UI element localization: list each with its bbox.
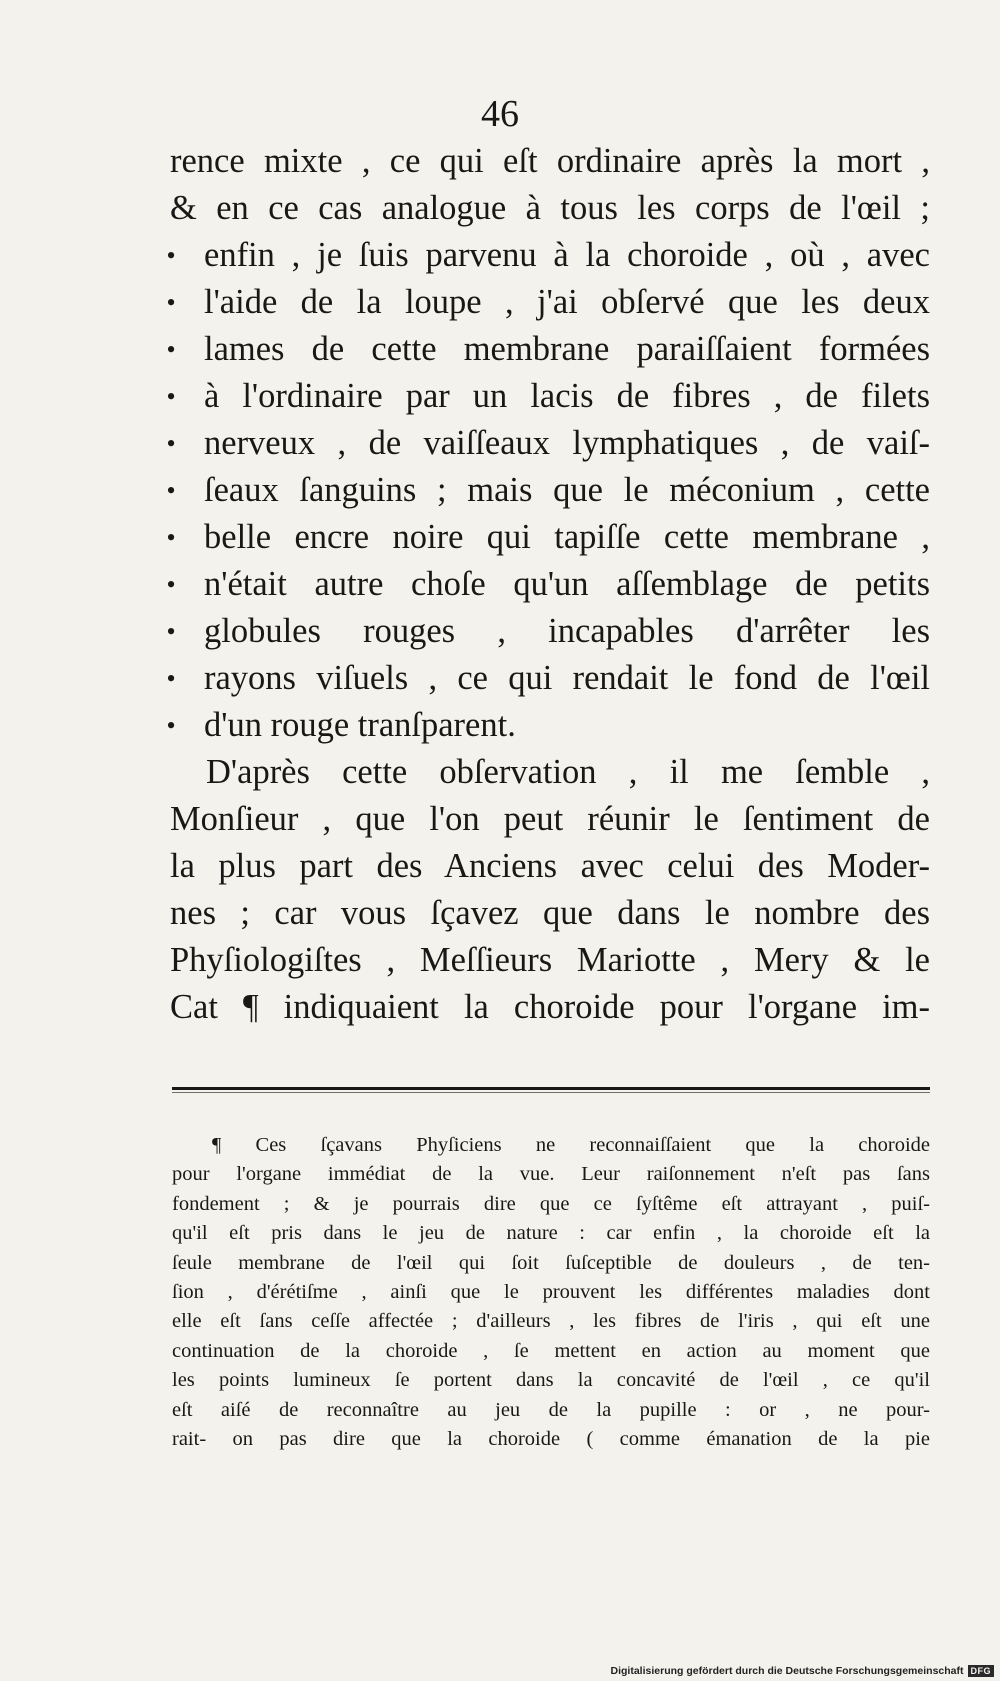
footnote-line: continuation de la choroide , ſe mettent en action au moment que [172,1339,930,1362]
footnote-line: eſt aiſé de reconnaître au jeu de la pupille : or , ne pour- [172,1398,930,1421]
main-text-line: la plus part des Anciens avec celui des Moder- [170,847,930,885]
main-text-line: l'aide de la loupe , j'ai obſervé que les deux [204,283,930,321]
quotation-marker: • [166,617,176,646]
quotation-marker: • [166,429,176,458]
quotation-marker: • [166,288,176,317]
footnote-line: elle eſt ſans ceſſe affectée ; d'ailleurs , les fibres de l'iris , qui eſt une [172,1310,930,1333]
main-text-line: Monſieur , que l'on peut réunir le ſentiment de [170,800,930,838]
main-text-line: nerveux , de vaiſſeaux lymphatiques , de vaiſ- [204,424,930,462]
main-text-line: rayons viſuels , ce qui rendait le fond de l'œil [204,659,930,697]
main-text-line: belle encre noire qui tapiſſe cette membrane , [204,518,930,556]
page-number: 46 [481,93,519,135]
quotation-marker: • [166,711,176,740]
main-text-line: Cat ¶ indiquaient la choroide pour l'organe im- [170,988,930,1026]
main-text-line: nes ; car vous ſçavez que dans le nombre des [170,894,930,932]
footnote-line: ¶ Ces ſçavans Phyſiciens ne reconnaiſſaient que la choroide [212,1134,930,1156]
quotation-marker: • [166,523,176,552]
main-text-line: enfin , je ſuis parvenu à la choroide , où , avec [204,236,930,274]
main-text-line: ſeaux ſanguins ; mais que le méconium , cette [204,471,930,509]
quotation-marker: • [166,476,176,505]
digitization-credit [611,1665,994,1677]
quotation-marker: • [166,570,176,599]
main-text-line: d'un rouge tranſparent. [204,706,516,744]
dfg-logo: DFG [968,1665,995,1677]
quotation-marker: • [166,382,176,411]
main-text-line: D'après cette obſervation , il me ſemble , [206,753,930,791]
footnote-line: pour l'organe immédiat de la vue. Leur raiſonnement n'eſt pas ſans [172,1163,930,1186]
footnote-text [172,1131,930,1454]
footnote-line: les points lumineux ſe portent dans la concavité de l'œil , ce qu'il [172,1369,930,1392]
footnote-separator-rule [172,1087,930,1090]
main-text-line: lames de cette membrane paraiſſaient formées [204,330,930,368]
footnote-line: rait- on pas dire que la choroide ( comme émanation de la pie [172,1427,930,1450]
main-text-line: à l'ordinaire par un lacis de fibres , de filets [204,377,930,415]
footnote-line: qu'il eſt pris dans le jeu de nature : car enfin , la choroide eſt la [172,1222,930,1245]
digitization-note: Digitalisierung gefördert durch die Deutsche Forschungsgemeinschaft [610,1665,964,1677]
main-text-line: globules rouges , incapables d'arrêter les [204,612,930,650]
footnote-line: fondement ; & je pourrais dire que ce ſyſtême eſt attrayant , puiſ- [172,1192,930,1215]
footnote-line: ſeule membrane de l'œil qui ſoit ſuſceptible de douleurs , de ten- [172,1251,930,1274]
main-text-line: Phyſiologiſtes , Meſſieurs Mariotte , Mery & le [170,941,930,979]
main-text-body [166,138,930,1031]
main-text-line: rence mixte , ce qui eſt ordinaire après la mort , [170,142,930,180]
footnote-line: ſion , d'érétiſme , ainſi que le prouvent les différentes maladies dont [172,1280,930,1303]
quotation-marker: • [166,335,176,364]
main-text-line: & en ce cas analogue à tous les corps de l'œil ; [170,189,930,227]
quotation-marker: • [166,664,176,693]
main-text-line: n'était autre choſe qu'un aſſemblage de petits [204,565,930,603]
quotation-marker: • [166,241,176,270]
